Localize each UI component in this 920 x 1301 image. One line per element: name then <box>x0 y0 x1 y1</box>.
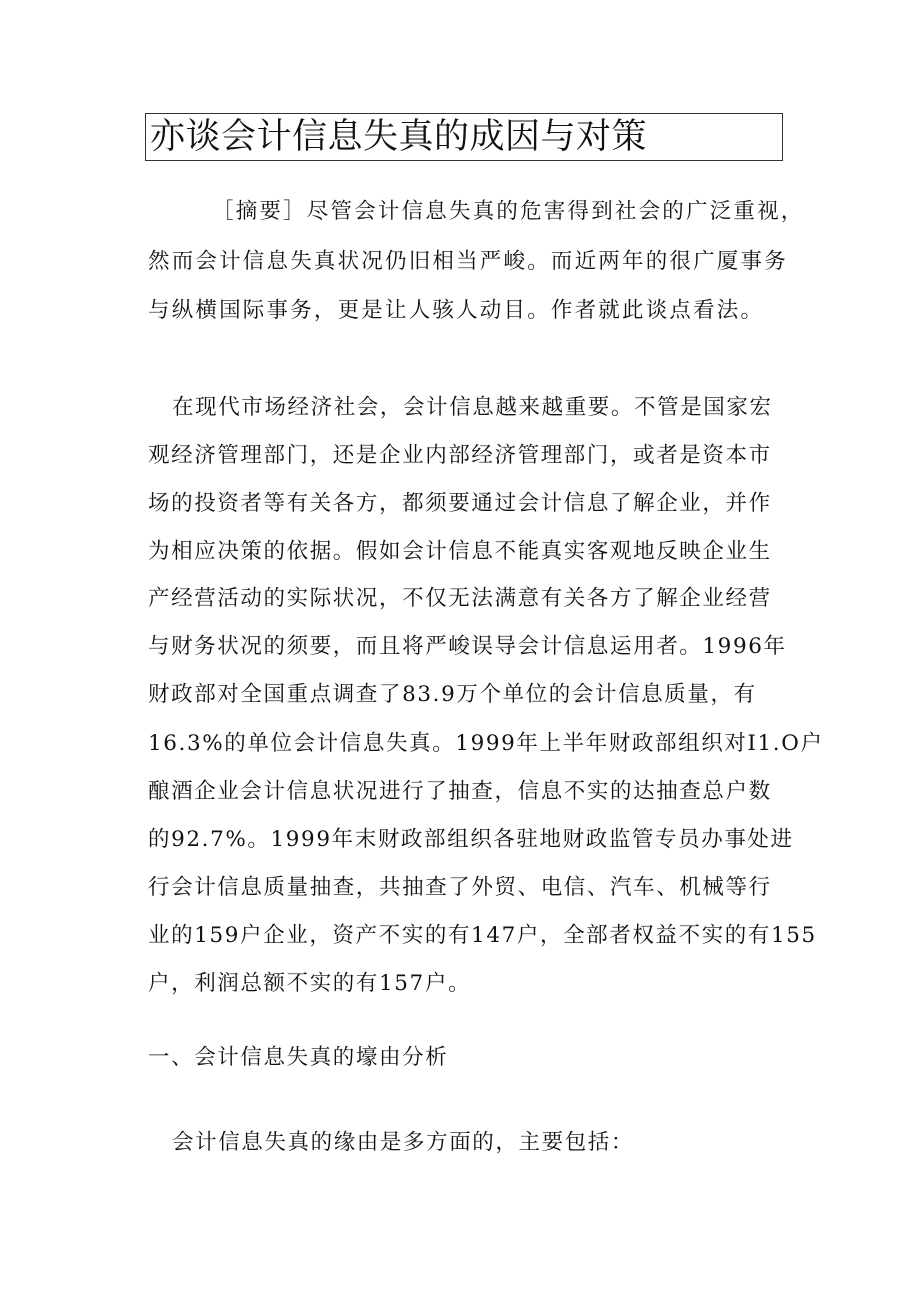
section-heading: 一、会计信息失真的壕由分析 <box>148 1045 449 1070</box>
body-line: 在现代市场经济社会，会计信息越来越重要。不管是国家宏 <box>172 395 773 420</box>
body-line: 产经营活动的实际状况，不仅无法满意有关各方了解企业经营 <box>148 586 772 611</box>
body-line: 场的投资者等有关各方，都须要通过会计信息了解企业，并作 <box>148 491 772 516</box>
body-line: 业的159户企业，资产不实的有147户，全部者权益不实的有155 <box>148 923 817 948</box>
body-line: 与财务状况的须要，而且将严峻误导会计信息运用者。1996年 <box>148 634 787 659</box>
body-line: 财政部对全国重点调查了83.9万个单位的会计信息质量，有 <box>148 682 757 707</box>
body-line: 观经济管理部门，还是企业内部经济管理部门，或者是资本市 <box>148 443 772 468</box>
body-line: 为相应决策的依据。假如会计信息不能真实客观地反映企业生 <box>148 539 772 564</box>
document-title: 亦谈会计信息失真的成因与对策 <box>150 116 648 157</box>
section-intro: 会计信息失真的缘由是多方面的，主要包括： <box>172 1130 635 1155</box>
body-line: 的92.7%。1999年末财政部组织各驻地财政监管专员办事处进 <box>148 827 794 852</box>
body-line: 16.3%的单位会计信息失真。1999年上半年财政部组织对I1.O户 <box>148 731 824 756</box>
abstract-line: 然而会计信息失真状况仍旧相当严峻。而近两年的很广厦事务 <box>148 249 788 274</box>
abstract-line: ［摘要］尽管会计信息失真的危害得到社会的广泛重视， <box>212 199 805 224</box>
body-line: 行会计信息质量抽查，共抽查了外贸、电信、汽车、机械等行 <box>148 875 772 900</box>
abstract-line: 与纵横国际事务，更是让人骇人动目。作者就此谈点看法。 <box>148 298 765 323</box>
title-box <box>145 113 783 161</box>
body-line: 酿酒企业会计信息状况进行了抽查，信息不实的达抽查总户数 <box>148 779 772 804</box>
body-line: 户，利润总额不实的有157户。 <box>148 971 472 996</box>
